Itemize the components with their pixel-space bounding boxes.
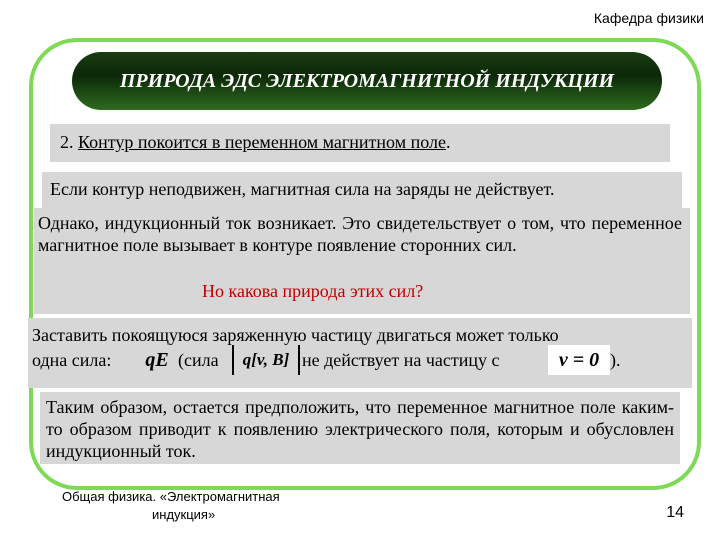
formula-zero-velocity: v = 0 <box>548 345 610 375</box>
point-text: Контур покоится в переменном магнитном поле <box>78 132 446 152</box>
paragraph-induced-current: Однако, индукционный ток возникает. Это свидетельствует о том, что переменное магнитное поле вызывает в контуре появление сторонних сил. <box>38 213 682 255</box>
formula-lorentz-force: q[v, B] <box>232 345 300 375</box>
department-label: Кафедра физики <box>593 10 704 26</box>
slide-title: ПРИРОДА ЭДС ЭЛЕКТРОМАГНИТНОЙ ИНДУКЦИИ <box>72 52 662 110</box>
paragraph-conclusion: Таким образом, остается предположить, что переменное магнитное поле каким-то образом приводит к появлению электрического поля, которым и обусловлен индукционный ток. <box>46 397 674 461</box>
force-prefix: одна сила: <box>32 350 112 370</box>
point-line <box>60 131 450 153</box>
force-middle: (сила <box>178 350 219 370</box>
question-line: Но какова природа этих сил? <box>202 281 424 301</box>
paragraph-force-line2 <box>32 349 111 371</box>
footer-course-title: Общая физика. «Электромагнитная индукция» <box>62 489 280 522</box>
point-end: . <box>445 132 451 152</box>
paragraph-force-line1: Заставить покоящуюся заряженную частицу двигаться может только <box>32 325 559 345</box>
force-suffix: не действует на частицу с <box>302 350 500 370</box>
force-end: ). <box>610 350 621 370</box>
formula-electric-force: qE <box>145 348 169 371</box>
statement-line: Если контур неподвижен, магнитная сила на заряды не действует. <box>50 179 555 199</box>
page-number: 14 <box>666 504 684 521</box>
point-number: 2. <box>60 132 74 152</box>
